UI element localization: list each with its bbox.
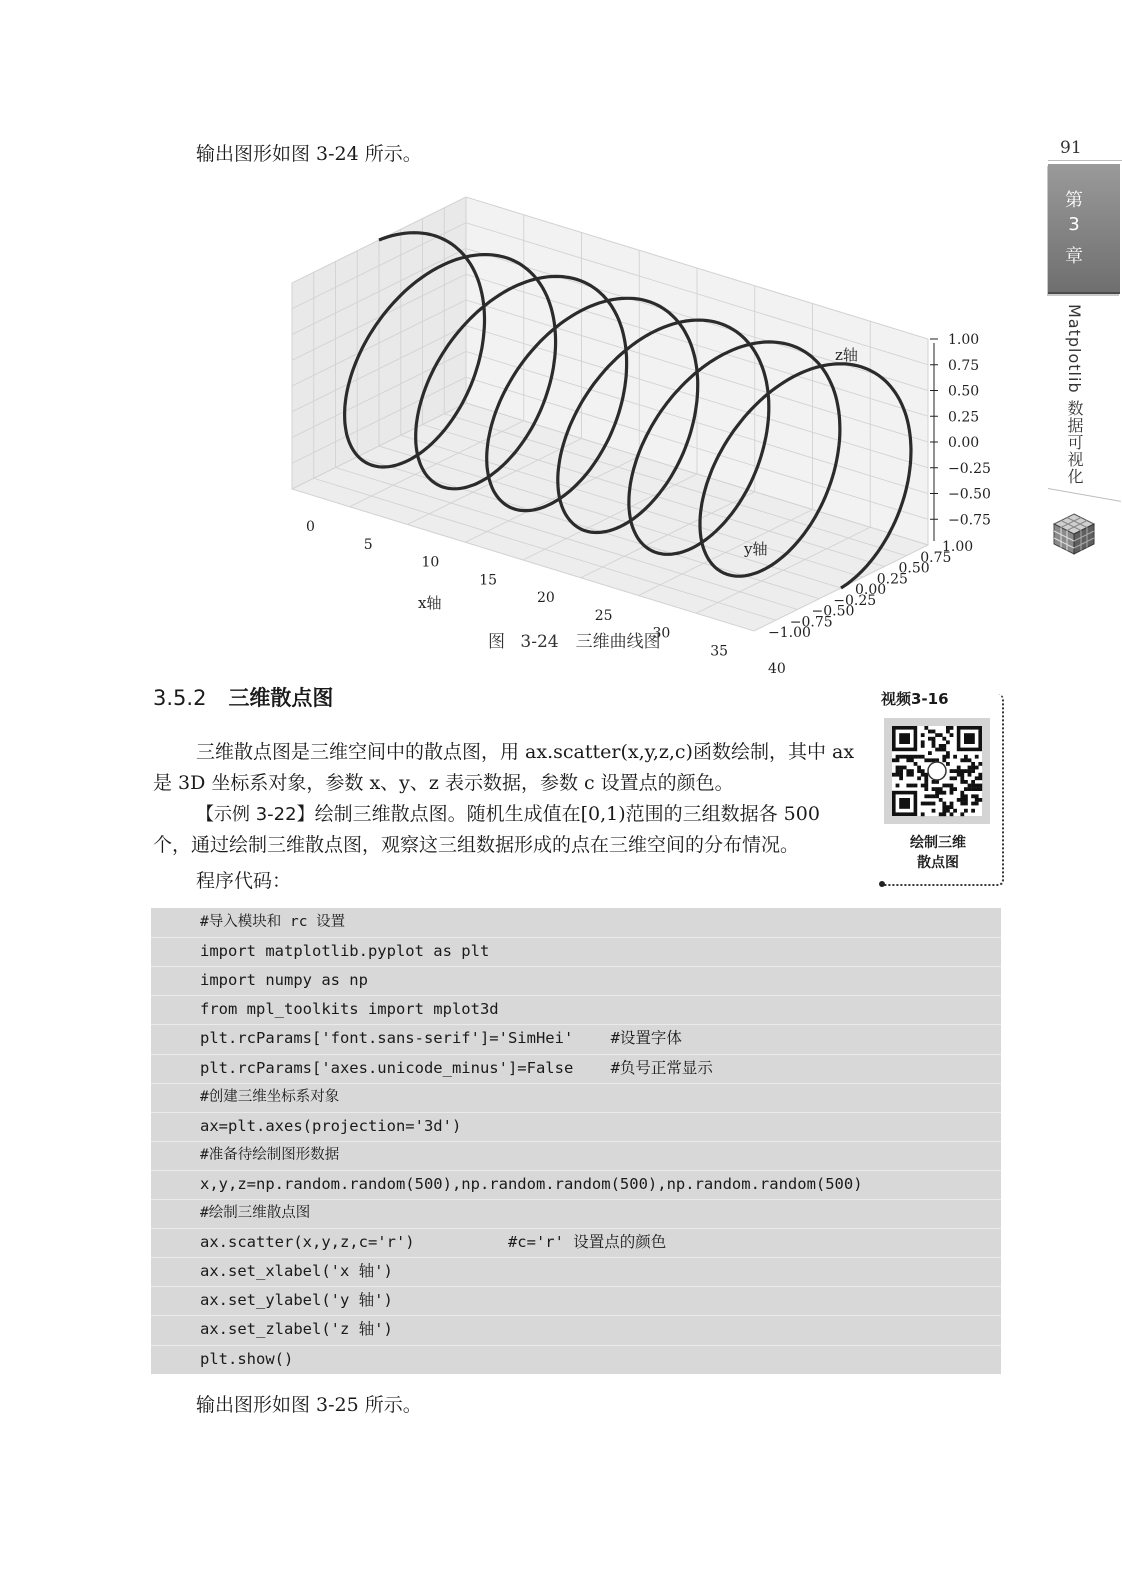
qr-module xyxy=(921,744,925,748)
qr-module xyxy=(964,780,968,784)
qr-module xyxy=(942,791,946,795)
code-line: ax.scatter(x,y,z,c='r') #c='r' 设置点的颜色 xyxy=(200,1233,667,1252)
qr-module xyxy=(928,802,932,806)
qr-module xyxy=(953,776,957,780)
qr-module xyxy=(942,744,946,748)
qr-module xyxy=(975,755,979,759)
qr-module xyxy=(978,784,982,788)
code-comment-line: #准备待绘制图形数据 xyxy=(200,1146,340,1163)
qr-module xyxy=(950,812,954,816)
qr-module xyxy=(971,809,975,813)
code-line: import numpy as np xyxy=(200,971,368,990)
qr-module xyxy=(924,784,928,788)
qr-module xyxy=(960,812,964,816)
x-tick-label: 5 xyxy=(363,536,373,553)
qr-module xyxy=(942,802,946,806)
qr-module xyxy=(914,784,918,788)
qr-module xyxy=(932,787,936,791)
qr-module xyxy=(964,758,968,762)
qr-module xyxy=(971,780,975,784)
qr-module xyxy=(975,802,979,806)
qr-module xyxy=(950,805,954,809)
qr-module xyxy=(903,755,907,759)
qr-module xyxy=(921,812,925,816)
qr-module xyxy=(946,751,950,755)
qr-module xyxy=(953,755,957,759)
paragraph-text: 三维散点图是三维空间中的散点图，用 ax.scatter(x,y,z,c)函数绘制，其中 ax 是 3D 坐标系对象，参数 x、y、z 表示数据，参数 c 设置点的颜色。 xyxy=(153,741,855,794)
qr-module xyxy=(964,802,968,806)
qr-module xyxy=(896,758,900,762)
qr-module xyxy=(939,787,943,791)
qr-module xyxy=(946,755,950,759)
code-line: x,y,z=np.random.random(500),np.random.random(500),np.random.random(500) xyxy=(200,1174,863,1193)
code-line: plt.rcParams['font.sans-serif']='SimHei' #设置字体 xyxy=(200,1029,682,1048)
qr-module xyxy=(924,758,928,762)
x-tick-label: 20 xyxy=(537,590,555,606)
qr-module xyxy=(971,802,975,806)
intro-text: 输出图形如图 3-24 所示。 xyxy=(196,143,422,165)
qr-module xyxy=(924,802,928,806)
page-number: 91 xyxy=(1060,138,1082,158)
y-tick-label: 1.00 xyxy=(942,539,974,555)
video-caption-line: 散点图 xyxy=(917,855,959,871)
qr-module xyxy=(935,733,939,737)
qr-module xyxy=(899,773,903,777)
qr-module xyxy=(975,784,979,788)
code-comment-line: #导入模块和 rc 设置 xyxy=(200,914,346,930)
code-line: ax.set_xlabel('x 轴') xyxy=(200,1262,393,1281)
qr-module xyxy=(921,740,925,744)
code-line: plt.show() xyxy=(200,1349,294,1368)
x-tick-label: 40 xyxy=(768,661,786,677)
qr-module xyxy=(950,784,954,788)
qr-module xyxy=(950,787,954,791)
paragraph-scatter-intro xyxy=(153,737,863,799)
qr-module xyxy=(942,784,946,788)
example-body xyxy=(153,799,863,861)
rubiks-cube-icon xyxy=(1052,512,1096,556)
qr-module xyxy=(964,733,975,744)
book-title-vertical: Matplotlib 数据可视化 xyxy=(1065,304,1084,485)
qr-module xyxy=(903,766,907,770)
code-comment-line: #绘制三维散点图 xyxy=(200,1205,311,1221)
x-tick-label: 25 xyxy=(594,607,613,624)
side-rule-bottom xyxy=(1048,488,1121,502)
z-tick-label: 0.75 xyxy=(948,357,980,374)
qr-module xyxy=(950,802,954,806)
section-number: 3.5.2 xyxy=(153,686,207,710)
qr-module xyxy=(914,762,918,766)
qr-module xyxy=(942,758,946,762)
qr-module xyxy=(924,726,928,730)
qr-module xyxy=(899,733,910,744)
qr-module xyxy=(971,787,975,791)
chapter-char: 3 xyxy=(1068,214,1080,235)
qr-module xyxy=(971,794,975,798)
qr-module xyxy=(968,766,972,770)
x-tick-label: 10 xyxy=(421,554,440,571)
qr-module xyxy=(935,787,939,791)
qr-code-image[interactable] xyxy=(892,726,982,816)
qr-module xyxy=(928,751,932,755)
qr-module xyxy=(968,758,972,762)
qr-module xyxy=(946,762,950,766)
qr-module xyxy=(975,776,979,780)
qr-module xyxy=(946,730,950,734)
qr-module xyxy=(914,755,918,759)
qr-module xyxy=(968,769,972,773)
qr-module xyxy=(971,784,975,788)
qr-module xyxy=(975,794,979,798)
x-tick-label: 35 xyxy=(710,643,729,660)
qr-module xyxy=(942,812,946,816)
qr-module xyxy=(946,784,950,788)
qr-module xyxy=(935,794,939,798)
qr-module xyxy=(950,776,954,780)
qr-module xyxy=(960,769,964,773)
z-tick-label: −0.25 xyxy=(948,460,991,477)
video-label: 视频3-16 xyxy=(881,688,953,709)
qr-module xyxy=(978,787,982,791)
example-paragraph xyxy=(153,799,863,861)
qr-module xyxy=(910,755,914,759)
qr-module xyxy=(899,755,903,759)
qr-module xyxy=(921,773,925,777)
side-rule-top xyxy=(1048,160,1122,161)
code-line: import matplotlib.pyplot as plt xyxy=(200,942,490,961)
qr-module xyxy=(960,776,964,780)
y-tick-label: −0.50 xyxy=(811,603,855,620)
qr-center-logo xyxy=(928,762,946,780)
qr-module xyxy=(932,737,936,741)
y-tick-label: −0.75 xyxy=(789,614,833,631)
qr-module xyxy=(932,809,936,813)
qr-module xyxy=(971,762,975,766)
y-tick-label: 0.75 xyxy=(920,549,952,566)
qr-module xyxy=(935,748,939,752)
z-tick-label: −0.75 xyxy=(948,512,991,529)
qr-module xyxy=(960,802,964,806)
qr-module xyxy=(950,791,954,795)
qr-module xyxy=(932,744,936,748)
qr-module xyxy=(928,737,932,741)
qr-module xyxy=(892,758,896,762)
qr-module xyxy=(921,755,925,759)
qr-module xyxy=(960,773,964,777)
z-tick-label: 1.00 xyxy=(948,332,980,348)
qr-module xyxy=(950,733,954,737)
qr-module xyxy=(960,798,964,802)
qr-module xyxy=(892,773,896,777)
qr-module xyxy=(942,809,946,813)
qr-module xyxy=(946,809,950,813)
qr-module xyxy=(924,787,928,791)
qr-module xyxy=(971,766,975,770)
qr-module xyxy=(939,798,943,802)
qr-module xyxy=(946,740,950,744)
y-tick-label: 0.00 xyxy=(855,582,887,598)
qr-module xyxy=(896,766,900,770)
qr-module xyxy=(960,791,964,795)
qr-module xyxy=(971,769,975,773)
dotted-leader-dot xyxy=(879,881,885,887)
qr-module xyxy=(906,755,910,759)
qr-module xyxy=(978,798,982,802)
qr-module xyxy=(968,773,972,777)
qr-module xyxy=(921,769,925,773)
qr-module xyxy=(917,776,921,780)
qr-module xyxy=(910,758,914,762)
qr-module xyxy=(939,733,943,737)
qr-module xyxy=(921,802,925,806)
y-tick-label: 0.25 xyxy=(876,571,908,588)
x-tick-label: 30 xyxy=(652,625,671,642)
chapter-char: 第 xyxy=(1065,190,1083,211)
y-tick-label: −0.25 xyxy=(833,592,877,609)
code-line: ax=plt.axes(projection='3d') xyxy=(200,1116,462,1135)
qr-module xyxy=(924,780,928,784)
qr-module xyxy=(939,791,943,795)
qr-module xyxy=(939,744,943,748)
qr-module xyxy=(964,794,968,798)
qr-module xyxy=(953,769,957,773)
qr-module xyxy=(896,784,900,788)
qr-module xyxy=(957,773,961,777)
section-heading xyxy=(153,682,333,712)
qr-module xyxy=(939,812,943,816)
example-label: 【示例 3-22】 xyxy=(196,804,315,825)
qr-module xyxy=(942,737,946,741)
qr-module xyxy=(964,787,968,791)
qr-module xyxy=(896,755,900,759)
qr-module xyxy=(975,766,979,770)
qr-module xyxy=(942,805,946,809)
z-tick-label: 0.00 xyxy=(948,435,980,451)
x-tick-label: 15 xyxy=(479,572,498,589)
qr-module xyxy=(917,769,921,773)
qr-module xyxy=(928,730,932,734)
figure-caption: 图 3-24 三维曲线图 xyxy=(488,632,661,652)
qr-module xyxy=(899,766,903,770)
qr-module xyxy=(978,762,982,766)
qr-module xyxy=(928,758,932,762)
program-label: 程序代码： xyxy=(196,870,292,892)
z-tick-label: 0.50 xyxy=(948,383,980,400)
qr-module xyxy=(924,776,928,780)
qr-module xyxy=(957,798,961,802)
qr-module xyxy=(978,776,982,780)
code-comment-line: #创建三维坐标系对象 xyxy=(200,1088,340,1105)
qr-module xyxy=(932,740,936,744)
qr-module xyxy=(975,798,979,802)
code-listing xyxy=(151,908,1001,1374)
qr-module xyxy=(924,794,928,798)
qr-module xyxy=(932,802,936,806)
qr-module xyxy=(960,780,964,784)
code-line: from mpl_toolkits import mplot3d xyxy=(200,1000,499,1019)
qr-module xyxy=(942,748,946,752)
qr-module xyxy=(946,726,950,730)
qr-module xyxy=(899,776,903,780)
y-axis-label: y轴 xyxy=(744,540,768,558)
qr-module xyxy=(899,769,903,773)
qr-module xyxy=(957,766,961,770)
qr-module xyxy=(906,769,910,773)
section-title: 三维散点图 xyxy=(228,686,334,710)
qr-module xyxy=(968,784,972,788)
qr-module xyxy=(906,784,910,788)
example-text: 绘制三维散点图。随机生成值在[0,1)范围的三组数据各 500 个，通过绘制三维散点图，观察这三组数据形成的点在三维空间的分布情况。 xyxy=(153,803,820,856)
qr-module xyxy=(964,809,968,813)
code-line: ax.set_ylabel('y 轴') xyxy=(200,1291,393,1310)
qr-module xyxy=(960,794,964,798)
z-axis-label: z轴 xyxy=(835,346,858,364)
qr-module xyxy=(957,769,961,773)
y-tick-label: −1.00 xyxy=(768,625,811,641)
qr-module xyxy=(899,798,910,809)
qr-module xyxy=(978,773,982,777)
qr-module xyxy=(910,773,914,777)
qr-module xyxy=(921,784,925,788)
chapter-char: 章 xyxy=(1065,246,1083,267)
video-caption-line: 绘制三维 xyxy=(910,835,966,851)
qr-module xyxy=(939,748,943,752)
qr-module xyxy=(960,758,964,762)
qr-module xyxy=(935,791,939,795)
qr-module xyxy=(906,773,910,777)
qr-module xyxy=(932,794,936,798)
code-line: ax.set_zlabel('z 轴') xyxy=(200,1320,393,1339)
qr-module xyxy=(921,733,925,737)
qr-module xyxy=(906,758,910,762)
qr-module xyxy=(910,769,914,773)
axes-panes xyxy=(292,197,928,631)
qr-module xyxy=(975,787,979,791)
qr-module xyxy=(910,784,914,788)
qr-module xyxy=(964,798,968,802)
qr-module xyxy=(968,787,972,791)
qr-module xyxy=(953,787,957,791)
x-tick-label: 0 xyxy=(306,519,315,535)
x-axis-label: x轴 xyxy=(418,594,442,612)
code-line: plt.rcParams['axes.unicode_minus']=False #负号正常显示 xyxy=(200,1058,713,1077)
y-tick-label: 0.50 xyxy=(898,560,930,577)
qr-module xyxy=(946,805,950,809)
outro-text: 输出图形如图 3-25 所示。 xyxy=(196,1394,422,1416)
qr-module xyxy=(950,726,954,730)
qr-module xyxy=(964,769,968,773)
qr-module xyxy=(928,794,932,798)
qr-module xyxy=(932,730,936,734)
qr-module xyxy=(964,755,968,759)
qr-module xyxy=(896,773,900,777)
qr-module xyxy=(942,755,946,759)
chapter-tab xyxy=(1048,164,1120,294)
qr-module xyxy=(917,766,921,770)
qr-module xyxy=(950,769,954,773)
z-tick-label: 0.25 xyxy=(948,409,980,426)
qr-module xyxy=(953,809,957,813)
z-tick-label: −0.50 xyxy=(948,486,991,503)
video-caption xyxy=(890,833,986,873)
qr-module xyxy=(917,755,921,759)
qr-module xyxy=(896,769,900,773)
qr-module xyxy=(932,780,936,784)
